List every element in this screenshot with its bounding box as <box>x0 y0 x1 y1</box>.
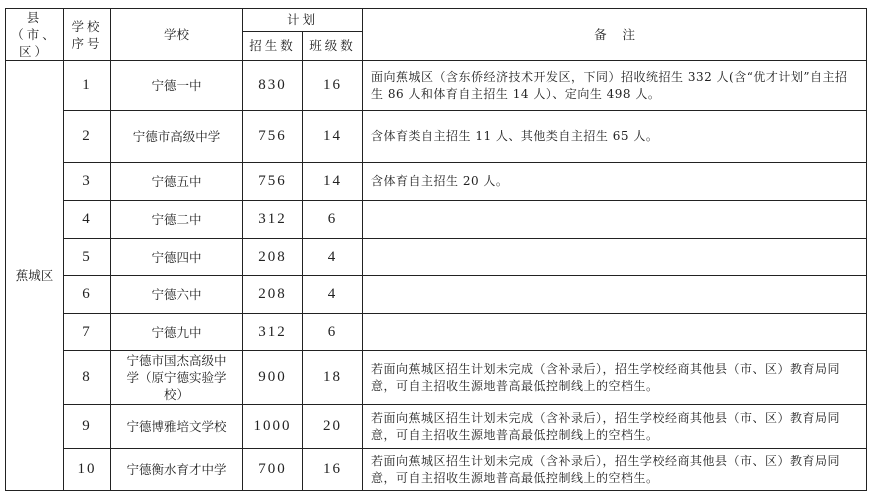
classes-cell: 14 <box>303 111 363 163</box>
classes-cell: 6 <box>303 201 363 239</box>
remark-cell: 若面向蕉城区招生计划未完成（含补录后），招生学校经商其他县（市、区）教育局同意，可自主招收生源地普高最低控制线上的空档生。 <box>363 405 867 449</box>
seq-cell: 6 <box>64 276 111 314</box>
school-cell: 宁德九中 <box>111 314 243 351</box>
classes-cell: 6 <box>303 314 363 351</box>
remark-cell <box>363 314 867 351</box>
classes-cell: 18 <box>303 351 363 405</box>
remark-cell: 若面向蕉城区招生计划未完成（含补录后），招生学校经商其他县（市、区）教育局同意，可自主招收生源地普高最低控制线上的空档生。 <box>363 351 867 405</box>
table-row <box>6 163 867 201</box>
seq-cell: 3 <box>64 163 111 201</box>
school-cell: 宁德市高级中学 <box>111 111 243 163</box>
enroll-cell: 1000 <box>243 405 303 449</box>
enroll-cell: 208 <box>243 239 303 276</box>
header-plan: 计划 <box>243 9 363 32</box>
school-cell: 宁德四中 <box>111 239 243 276</box>
seq-cell: 1 <box>64 61 111 111</box>
seq-cell: 9 <box>64 405 111 449</box>
seq-cell: 2 <box>64 111 111 163</box>
table-row <box>6 239 867 276</box>
enroll-cell: 900 <box>243 351 303 405</box>
classes-cell: 16 <box>303 61 363 111</box>
seq-cell: 5 <box>64 239 111 276</box>
table-row <box>6 351 867 405</box>
seq-cell: 7 <box>64 314 111 351</box>
remark-cell: 若面向蕉城区招生计划未完成（含补录后），招生学校经商其他县（市、区）教育局同意，可自主招收生源地普高最低控制线上的空档生。 <box>363 449 867 491</box>
classes-cell: 20 <box>303 405 363 449</box>
seq-cell: 10 <box>64 449 111 491</box>
classes-cell: 4 <box>303 239 363 276</box>
header-classes: 班级数 <box>303 31 363 60</box>
enroll-cell: 312 <box>243 314 303 351</box>
county-cell: 蕉城区 <box>6 61 64 491</box>
table-row <box>6 405 867 449</box>
enroll-cell: 312 <box>243 201 303 239</box>
enroll-cell: 208 <box>243 276 303 314</box>
table-row <box>6 201 867 239</box>
header-enroll: 招生数 <box>243 31 303 60</box>
table-row <box>6 111 867 163</box>
remark-cell <box>363 201 867 239</box>
enroll-cell: 700 <box>243 449 303 491</box>
remark-cell: 含体育自主招生 20 人。 <box>363 163 867 201</box>
classes-cell: 14 <box>303 163 363 201</box>
classes-cell: 4 <box>303 276 363 314</box>
school-cell: 宁德衡水育才中学 <box>111 449 243 491</box>
remark-cell: 面向蕉城区（含东侨经济技术开发区，下同）招收统招生 332 人(含“优才计划”自主招生 86 人和体育自主招生 14 人）、定向生 498 人。 <box>363 61 867 111</box>
header-remarks: 备 注 <box>363 9 867 61</box>
school-cell: 宁德二中 <box>111 201 243 239</box>
enrollment-plan-table <box>5 8 867 491</box>
seq-cell: 4 <box>64 201 111 239</box>
header-county: 县（市、区） <box>6 9 64 61</box>
header-school: 学校 <box>111 9 243 61</box>
remark-cell <box>363 276 867 314</box>
table-row <box>6 276 867 314</box>
classes-cell: 16 <box>303 449 363 491</box>
enroll-cell: 756 <box>243 163 303 201</box>
school-cell: 宁德六中 <box>111 276 243 314</box>
school-cell: 宁德博雅培文学校 <box>111 405 243 449</box>
school-cell: 宁德五中 <box>111 163 243 201</box>
school-cell: 宁德市国杰高级中学（原宁德实验学校） <box>111 351 243 405</box>
header-seq: 学校序号 <box>64 9 111 61</box>
remark-cell <box>363 239 867 276</box>
table-row <box>6 61 867 111</box>
remark-cell: 含体育类自主招生 11 人、其他类自主招生 65 人。 <box>363 111 867 163</box>
table-row <box>6 449 867 491</box>
enroll-cell: 830 <box>243 61 303 111</box>
enroll-cell: 756 <box>243 111 303 163</box>
school-cell: 宁德一中 <box>111 61 243 111</box>
seq-cell: 8 <box>64 351 111 405</box>
table-row <box>6 314 867 351</box>
